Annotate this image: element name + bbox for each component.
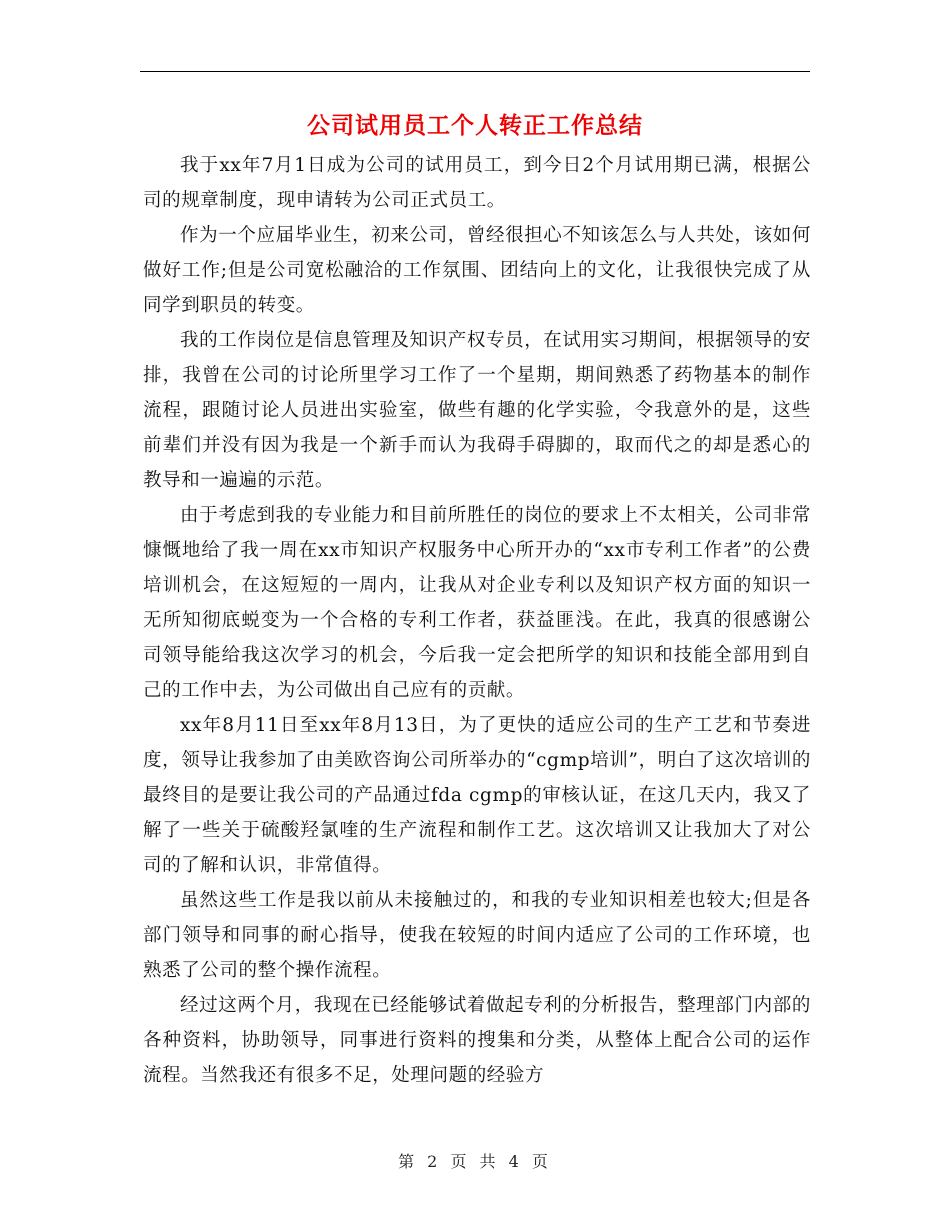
paragraph-1: 我于xx年7月1日成为公司的试用员工，到今日2个月试用期已满，根据公司的规章制度，现申请转为公司正式员工。 bbox=[143, 155, 811, 211]
header-rule bbox=[140, 71, 810, 72]
paragraph-3: 我的工作岗位是信息管理及知识产权专员，在试用实习期间，根据领导的安排，我曾在公司的讨论所里学习工作了一个星期，期间熟悉了药物基本的制作流程，跟随讨论人员进出实验室，做些有趣的化学实验，令我意外的是，这些前辈们并没有因为我是一个新手而认为我碍手碍脚的，取而代之的却是悉心的教导和一遍遍的示范。 bbox=[143, 330, 811, 491]
paragraph-2: 作为一个应届毕业生，初来公司，曾经很担心不知该怎么与人共处，该如何做好工作;但是公司宽松融洽的工作氛围、团结向上的文化，让我很快完成了从同学到职员的转变。 bbox=[143, 225, 811, 316]
paragraph-5: xx年8月11日至xx年8月13日，为了更快的适应公司的生产工艺和节奏进度，领导让我参加了由美欧咨询公司所举办的“cgmp培训”，明白了这次培训的最终目的是要让我公司的产品通过fda cgmp的审核认证，在这几天内，我又了解了一些关于硫酸羟氯喹的生产流程和制作工艺。这次培训又让我加大了对公司的了解和认识，非常值得。 bbox=[143, 715, 811, 876]
paragraph-6: 虽然这些工作是我以前从未接触过的，和我的专业知识相差也较大;但是各部门领导和同事的耐心指导，使我在较短的时间内适应了公司的工作环境，也熟悉了公司的整个操作流程。 bbox=[143, 890, 811, 981]
paragraph-4: 由于考虑到我的专业能力和目前所胜任的岗位的要求上不太相关，公司非常慷慨地给了我一周在xx市知识产权服务中心所开办的“xx市专利工作者”的公费培训机会，在这短短的一周内，让我从对企业专利以及知识产权方面的知识一无所知彻底蜕变为一个合格的专利工作者，获益匪浅。在此，我真的很感谢公司领导能给我这次学习的机会，今后我一定会把所学的知识和技能全部用到自己的工作中去，为公司做出自己应有的贡献。 bbox=[143, 505, 811, 701]
document-title: 公司试用员工个人转正工作总结 bbox=[307, 113, 643, 139]
paragraph-7: 经过这两个月，我现在已经能够试着做起专利的分析报告，整理部门内部的各种资料，协助领导，同事进行资料的搜集和分类，从整体上配合公司的运作流程。当然我还有很多不足，处理问题的经验方 bbox=[143, 995, 811, 1086]
page-number: 第 2 页 共 4 页 bbox=[398, 1152, 552, 1171]
document-body bbox=[143, 148, 811, 1093]
